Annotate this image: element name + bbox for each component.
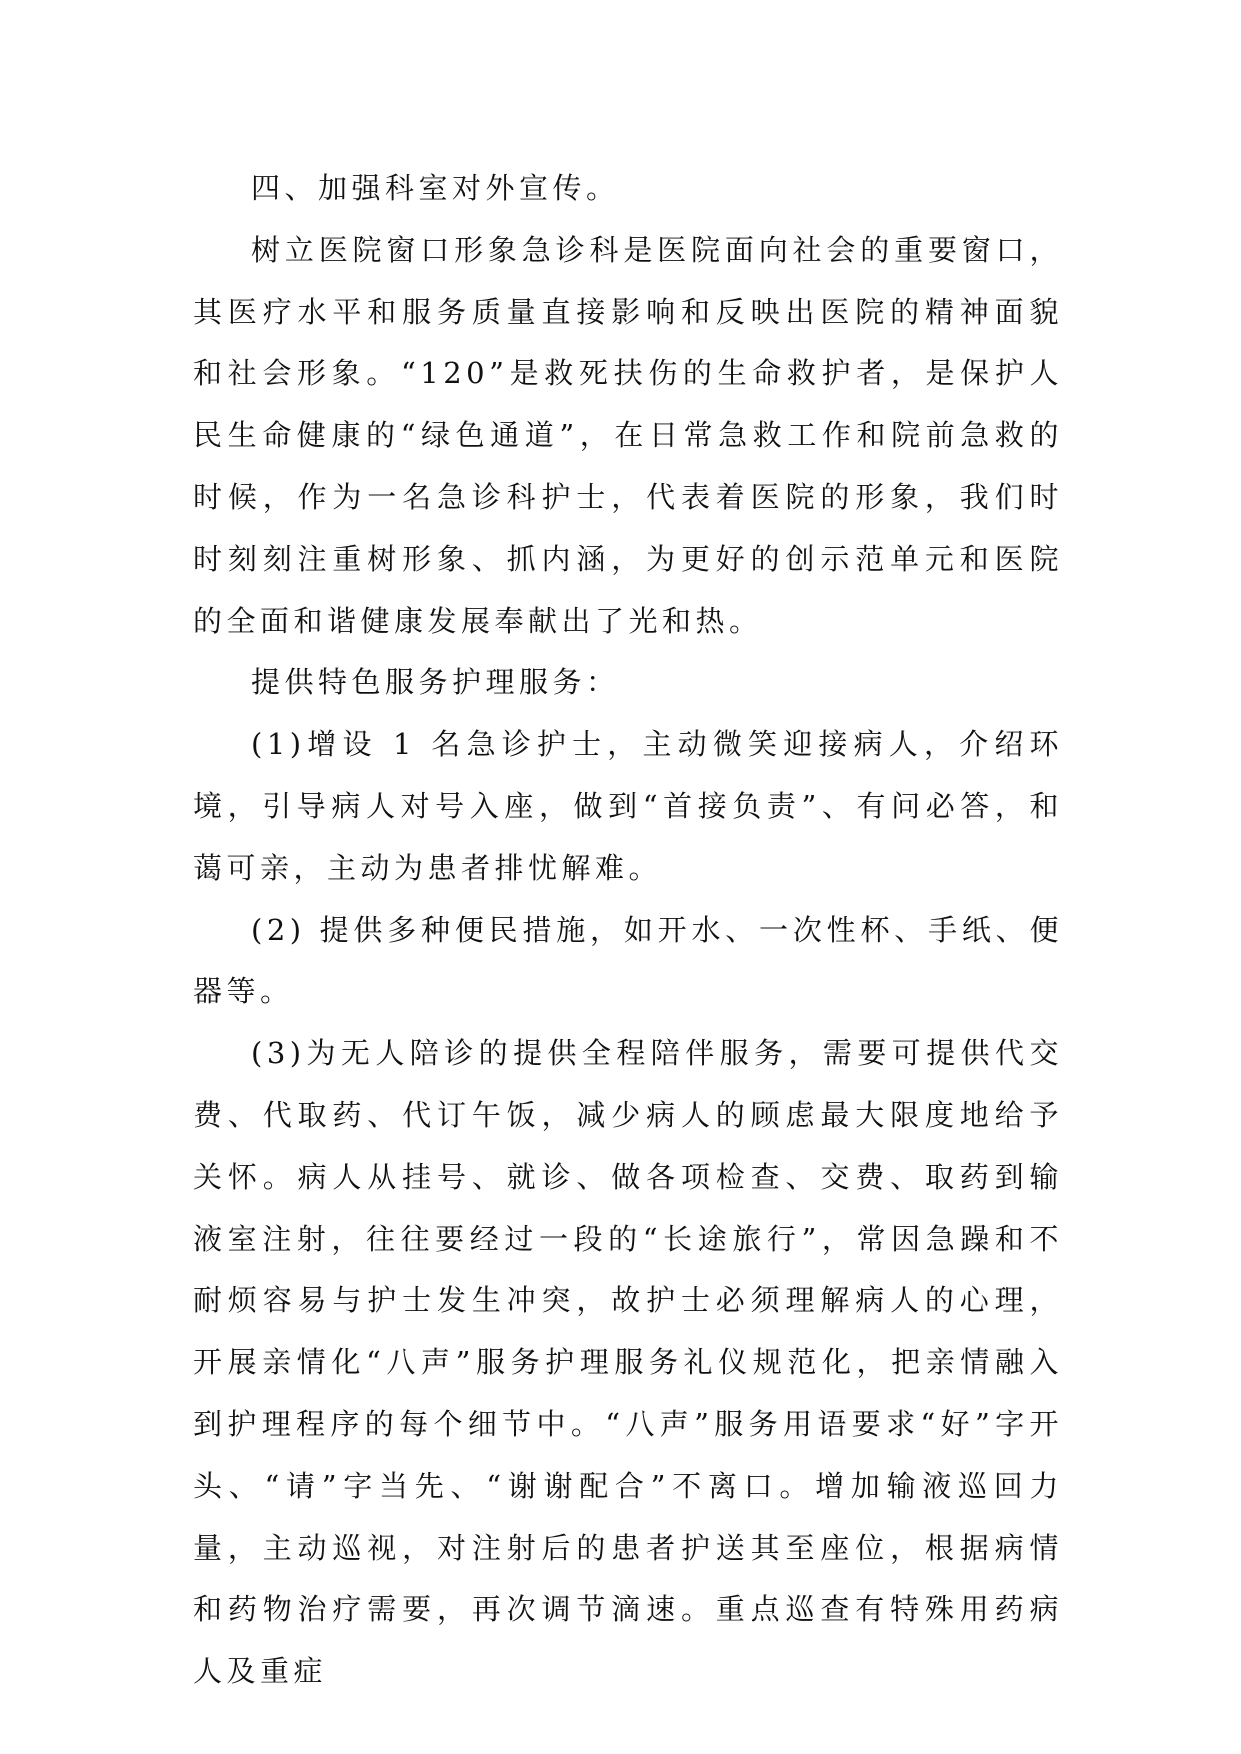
list-item-paragraph: (1)增设 1 名急诊护士，主动微笑迎接病人，介绍环境，引导病人对号入座，做到“首接负责”、有问必答，和蔼可亲，主动为患者排忧解难。 bbox=[193, 727, 1063, 885]
body-paragraph: 树立医院窗口形象急诊科是医院面向社会的重要窗口，其医疗水平和服务质量直接影响和反映出医院的精神面貌和社会形象。“120”是救死扶伤的生命救护者，是保护人民生命健康的“绿色通道”，在日常急救工作和院前急救的时候，作为一名急诊科护士，代表着医院的形象，我们时时刻刻注重树形象、抓内涵，为更好的创示范单元和医院的全面和谐健康发展奉献出了光和热。 bbox=[193, 232, 1063, 638]
list-item-paragraph: (3)为无人陪诊的提供全程陪伴服务，需要可提供代交费、代取药、代订午饭，减少病人的顾虑最大限度地给予关怀。病人从挂号、就诊、做各项检查、交费、取药到输液室注射，往往要经过一段的“长途旅行”，常因急躁和不耐烦容易与护士发生冲突，故护士必须理解病人的心理，开展亲情化“八声”服务护理服务礼仪规范化，把亲情融入到护理程序的每个细节中。“八声”服务用语要求“好”字开头、“请”字当先、“谢谢配合”不离口。增加输液巡回力量，主动巡视，对注射后的患者护送其至座位，根据病情和药物治疗需要，再次调节滴速。重点巡查有特殊用药病人及重症 bbox=[193, 1036, 1063, 1689]
body-paragraph: 提供特色服务护理服务： bbox=[251, 665, 620, 700]
document-body bbox=[193, 158, 1063, 1703]
list-item-paragraph: (2) 提供多种便民措施，如开水、一次性杯、手纸、便器等。 bbox=[193, 912, 1063, 1009]
section-heading: 四、加强科室对外宣传。 bbox=[251, 171, 620, 205]
